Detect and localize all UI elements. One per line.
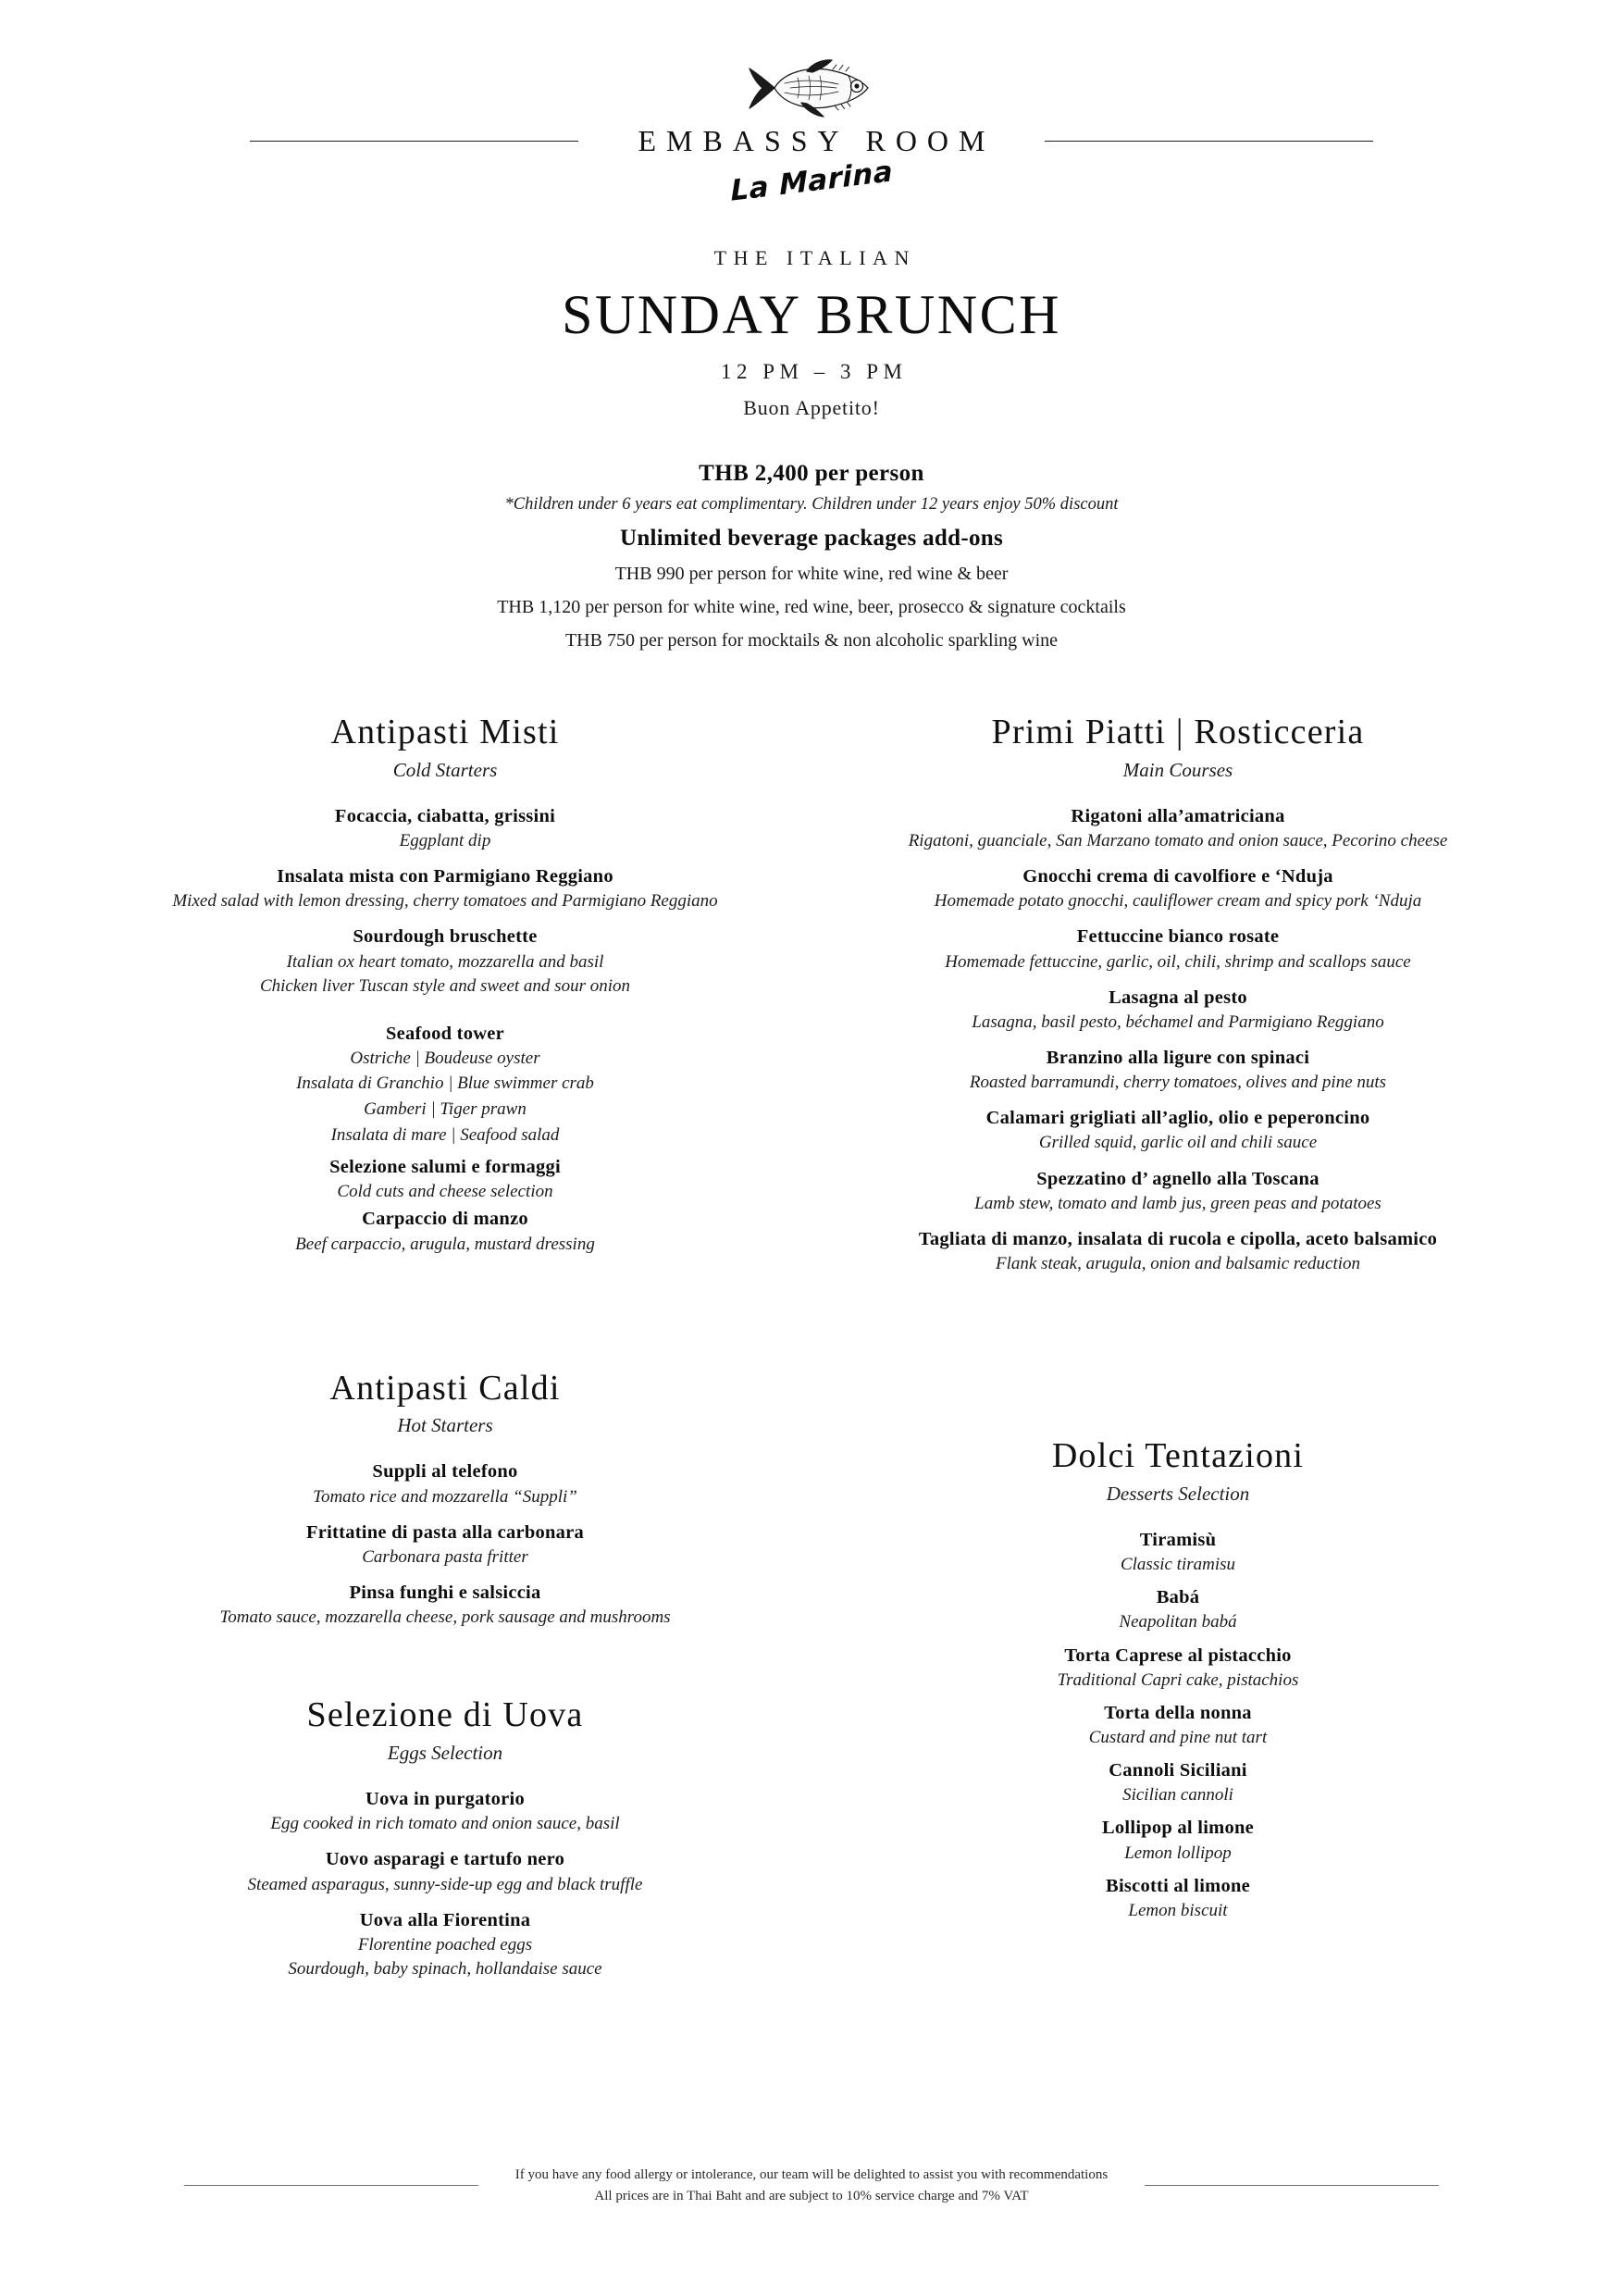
menu-item xyxy=(844,864,1512,912)
menu-item-name: Lasagna al pesto xyxy=(1109,987,1247,1008)
seafood-tower-line: Insalata di Granchio | Blue swimmer crab xyxy=(296,1074,594,1094)
section-items xyxy=(111,804,779,1256)
section-items xyxy=(111,1787,779,1980)
menu-item xyxy=(111,1155,779,1203)
menu-item xyxy=(844,804,1512,852)
menu-item xyxy=(844,1167,1512,1215)
seafood-tower-line: Gamberi | Tiger prawn xyxy=(364,1099,527,1120)
menu-item-desc: Rigatoni, guanciale, San Marzano tomato and onion sauce, Pecorino cheese xyxy=(908,830,1448,850)
brand-name-row xyxy=(102,124,1521,158)
menu-item-desc: Flank steak, arugula, onion and balsamic reduction xyxy=(995,1254,1361,1274)
menu-item-desc: Cold cuts and cheese selection xyxy=(337,1182,553,1202)
menu-item-name: Biscotti al limone xyxy=(1106,1875,1250,1896)
section-subtitle: Eggs Selection xyxy=(387,1742,503,1765)
menu-item-desc: Traditional Capri cake, pistachios xyxy=(1057,1669,1299,1690)
menu-item-desc: Classic tiramisu xyxy=(1120,1555,1236,1575)
menu-item-name: Rigatoni alla’amatriciana xyxy=(1071,805,1285,826)
menu-item xyxy=(111,1581,779,1629)
menu-item-name: Tiramisù xyxy=(1139,1529,1217,1550)
menu-item-name: Suppli al telefono xyxy=(372,1461,518,1483)
menu-item-desc: Neapolitan babá xyxy=(1119,1612,1237,1632)
footer-text xyxy=(515,2165,1108,2208)
menu-item-desc: Lemon biscuit xyxy=(1128,1900,1228,1920)
menu-item-name: Uovo asparagi e tartufo nero xyxy=(325,1849,565,1870)
section-subtitle: Main Courses xyxy=(1122,758,1233,781)
menu-item-desc: Florentine poached eggs xyxy=(357,1934,533,1955)
menu-item-seafood-tower xyxy=(111,1022,779,1148)
menu-item xyxy=(844,1585,1512,1633)
beverage-addon-line: THB 1,120 per person for white wine, red wine, beer, prosecco & signature cocktails xyxy=(497,597,1126,617)
section-antipasti-caldi xyxy=(111,1369,779,1630)
brand-script-label: La Marina xyxy=(729,155,894,208)
menu-item-desc: Steamed asparagus, sunny-side-up egg and black truffle xyxy=(247,1874,643,1894)
section-subtitle: Hot Starters xyxy=(397,1414,493,1437)
menu-item-name: Fettuccine bianco rosate xyxy=(1076,926,1280,948)
menu-item xyxy=(844,1106,1512,1154)
pricing-block xyxy=(102,461,1521,652)
menu-item-desc: Tomato sauce, mozzarella cheese, pork sausage and mushrooms xyxy=(219,1607,671,1628)
menu-item xyxy=(844,1874,1512,1922)
menu-item xyxy=(111,1847,779,1895)
beverage-addon-line: THB 990 per person for white wine, red wine & beer xyxy=(614,564,1009,584)
seafood-tower-line: Insalata di mare | Seafood salad xyxy=(330,1124,560,1145)
greeting-text: Buon Appetito! xyxy=(743,396,880,419)
menu-item-name: Carpaccio di manzo xyxy=(362,1209,528,1230)
menu-item-name: Frittatine di pasta alla carbonara xyxy=(305,1521,585,1543)
menu-column-left xyxy=(102,713,807,1980)
brand-header xyxy=(102,0,1521,208)
menu-item xyxy=(844,1758,1512,1806)
menu-item-name: Seafood tower xyxy=(386,1023,504,1044)
menu-item xyxy=(111,864,779,912)
menu-item-name: Branzino alla ligure con spinaci xyxy=(1046,1047,1310,1068)
title-block xyxy=(102,246,1521,420)
section-selezione-uova xyxy=(111,1695,779,1980)
menu-item-desc-secondary: Chicken liver Tuscan style and sweet and sour onion xyxy=(259,975,630,996)
section-title: Antipasti Misti xyxy=(330,713,560,751)
menu-item-name: Uova alla Fiorentina xyxy=(359,1909,531,1930)
footer-price-note: All prices are in Thai Baht and are subject to 10% service charge and 7% VAT xyxy=(594,2188,1029,2203)
footer-allergy-note: If you have any food allergy or intolerance, our team will be delighted to assist you with recommendations xyxy=(514,2166,1109,2182)
menu-item-name: Torta della nonna xyxy=(1104,1702,1252,1723)
main-price: THB 2,400 per person xyxy=(699,461,924,486)
brand-name: EMBASSY ROOM xyxy=(638,124,996,157)
menu-item-desc: Italian ox heart tomato, mozzarella and basil xyxy=(286,951,604,972)
menu-item-name: Lollipop al limone xyxy=(1102,1818,1254,1839)
menu-item xyxy=(111,925,779,997)
menu-item-name: Selezione salumi e formaggi xyxy=(329,1157,561,1178)
menu-item-desc: Homemade fettuccine, garlic, oil, chili, shrimp and scallops sauce xyxy=(945,951,1411,972)
brand-rule-left xyxy=(250,141,578,142)
menu-item-desc: Sicilian cannoli xyxy=(1122,1785,1233,1806)
menu-item xyxy=(844,1644,1512,1692)
section-title: Primi Piatti | Rosticceria xyxy=(991,713,1365,751)
footer-rule-left xyxy=(184,2185,478,2186)
menu-item-name: Spezzatino d’ agnello alla Toscana xyxy=(1036,1168,1319,1189)
section-dolci-tentazioni xyxy=(844,1436,1512,1922)
section-title: Selezione di Uova xyxy=(306,1695,584,1735)
menu-item-desc: Lamb stew, tomato and lamb jus, green peas and potatoes xyxy=(974,1193,1381,1213)
beverage-addons-heading: Unlimited beverage packages add-ons xyxy=(620,526,1003,551)
menu-item xyxy=(844,986,1512,1034)
brand-rule-right xyxy=(1045,141,1373,142)
menu-column-right xyxy=(816,713,1521,1980)
tuna-fish-icon xyxy=(742,57,881,118)
menu-item-desc: Beef carpaccio, arugula, mustard dressing xyxy=(295,1234,595,1254)
menu-item xyxy=(111,1520,779,1569)
menu-item-desc: Lemon lollipop xyxy=(1124,1843,1232,1863)
service-hours: 12 PM – 3 PM xyxy=(721,360,908,383)
menu-item-desc: Grilled squid, garlic oil and chili sauce xyxy=(1038,1133,1318,1153)
menu-item-desc: Lasagna, basil pesto, béchamel and Parmigiano Reggiano xyxy=(972,1011,1384,1032)
menu-item xyxy=(111,1207,779,1255)
section-items xyxy=(844,804,1512,1276)
menu-item xyxy=(844,1227,1512,1275)
menu-item xyxy=(844,1528,1512,1576)
menu-item-desc: Homemade potato gnocchi, cauliflower cream and spicy pork ‘Nduja xyxy=(934,891,1422,912)
menu-item xyxy=(111,1459,779,1508)
section-items xyxy=(844,1528,1512,1922)
menu-item-name: Sourdough bruschette xyxy=(353,926,538,948)
page-title: SUNDAY BRUNCH xyxy=(562,284,1061,345)
menu-item-name: Torta Caprese al pistacchio xyxy=(1064,1644,1292,1666)
section-title: Dolci Tentazioni xyxy=(1051,1436,1305,1476)
menu-item-name: Gnocchi crema di cavolfiore e ‘Nduja xyxy=(1022,866,1333,887)
menu-item-name: Babá xyxy=(1156,1587,1200,1608)
section-items xyxy=(111,1459,779,1629)
footer-rule-right xyxy=(1145,2185,1439,2186)
menu-item-name: Calamari grigliati all’aglio, olio e peperoncino xyxy=(985,1108,1370,1129)
page-footer xyxy=(102,2165,1521,2208)
section-subtitle: Desserts Selection xyxy=(1106,1482,1250,1505)
menu-item-desc-secondary: Sourdough, baby spinach, hollandaise sauce xyxy=(288,1959,602,1979)
menu-item-name: Insalata mista con Parmigiano Reggiano xyxy=(277,866,613,887)
title-kicker: THE ITALIAN xyxy=(713,246,916,269)
menu-item-name: Cannoli Siciliani xyxy=(1109,1760,1247,1781)
menu-item-desc: Mixed salad with lemon dressing, cherry tomatoes and Parmigiano Reggiano xyxy=(172,891,718,912)
menu-item-desc: Egg cooked in rich tomato and onion sauce, basil xyxy=(270,1814,620,1834)
menu-item-desc: Custard and pine nut tart xyxy=(1088,1728,1268,1748)
section-antipasti-misti xyxy=(111,713,779,1256)
footer-row xyxy=(102,2165,1521,2208)
menu-columns xyxy=(102,713,1521,1980)
menu-item-desc: Roasted barramundi, cherry tomatoes, olives and pine nuts xyxy=(969,1073,1387,1093)
beverage-addon-line: THB 750 per person for mocktails & non alcoholic sparkling wine xyxy=(564,630,1059,651)
menu-item xyxy=(111,804,779,852)
menu-item-name: Tagliata di manzo, insalata di rucola e cipolla, aceto balsamico xyxy=(918,1228,1438,1249)
menu-item xyxy=(111,1787,779,1835)
section-primi-piatti xyxy=(844,713,1512,1275)
menu-item xyxy=(111,1908,779,1980)
seafood-tower-line: Ostriche | Boudeuse oyster xyxy=(350,1048,540,1068)
section-subtitle: Cold Starters xyxy=(392,758,498,781)
menu-item-name: Focaccia, ciabatta, grissini xyxy=(334,805,556,826)
menu-item xyxy=(844,925,1512,973)
menu-item-desc: Eggplant dip xyxy=(399,830,491,850)
menu-item-desc: Tomato rice and mozzarella “Suppli” xyxy=(313,1486,577,1507)
menu-item-name: Pinsa funghi e salsiccia xyxy=(349,1582,541,1604)
menu-item-desc: Carbonara pasta fritter xyxy=(362,1546,528,1567)
menu-item-name: Uova in purgatorio xyxy=(365,1789,525,1810)
menu-item xyxy=(844,1046,1512,1094)
menu-item xyxy=(844,1701,1512,1749)
children-policy-note: *Children under 6 years eat complimentary. Children under 12 years enjoy 50% discount xyxy=(504,495,1119,514)
menu-item xyxy=(844,1816,1512,1864)
section-title: Antipasti Caldi xyxy=(329,1368,561,1408)
